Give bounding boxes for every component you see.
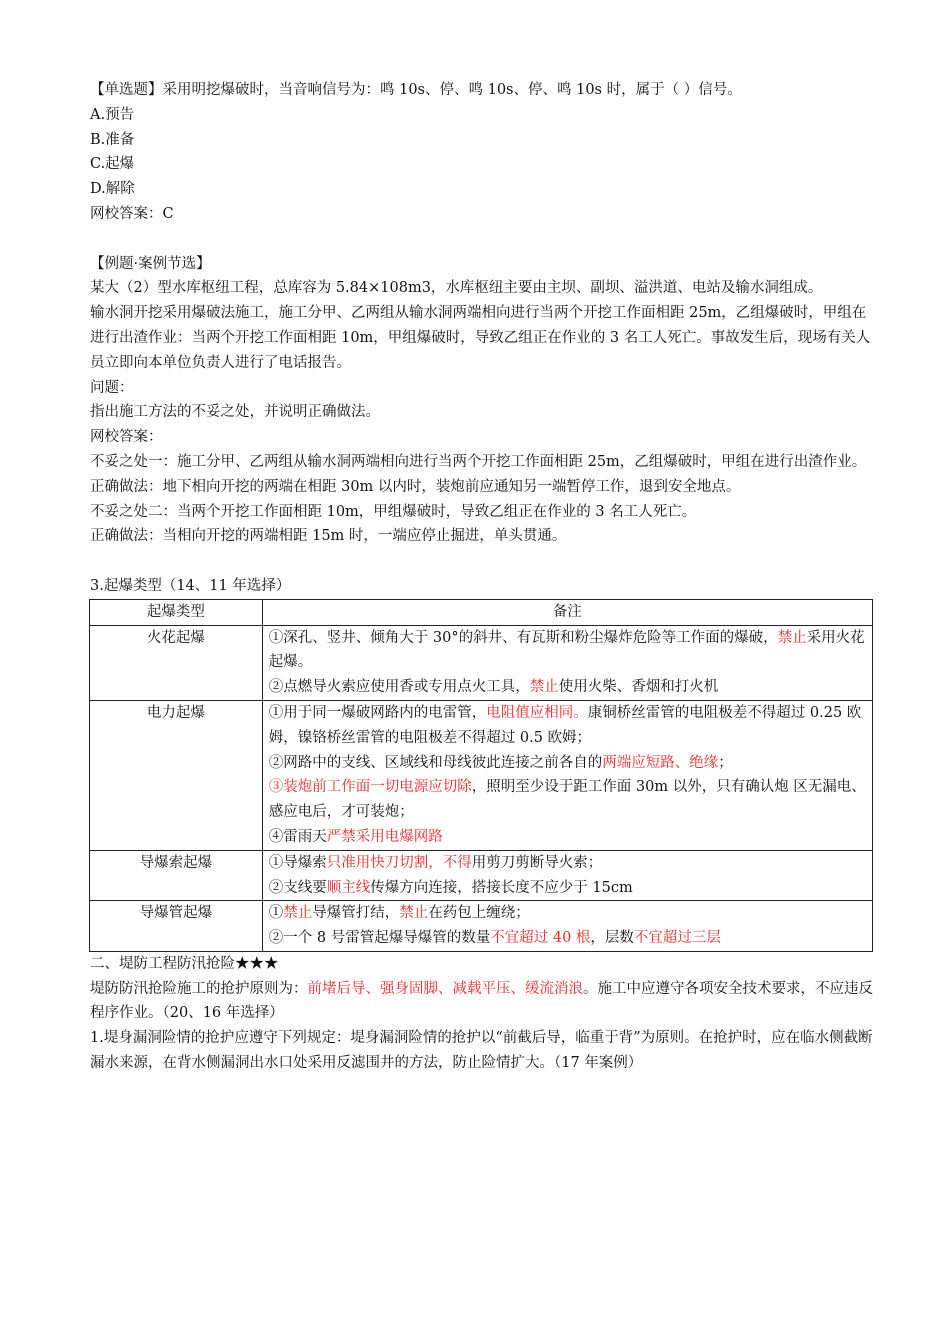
case-answer-label: 网校答案： xyxy=(90,429,163,446)
levee-paragraph-2: 1.堤身漏洞险情的抢护应遵守下列规定：堤身漏洞险情的抢护以“前截后导，临重于背”为原则。在抢护时，应在临水侧截断漏水来源，在背水侧漏洞出水口处采用反滤围井的方法，防止险情扩大。（17 年案例） xyxy=(90,1030,873,1072)
levee-paragraph-1: 堤防防汛抢险施工的抢护原则为：前堵后导、强身固脚、减载平压、缓流消浪。施工中应遵守各项安全技术要求，不应违反程序作业。（20、16 年选择） xyxy=(90,980,873,1022)
type-electric: 电力起爆 xyxy=(90,700,263,850)
type-cord: 导爆索起爆 xyxy=(90,850,263,901)
note-tube xyxy=(262,901,872,952)
note-tube-line-2: ②一个 8 号雷管起爆导爆管的数量不宜超过 40 根，层数不宜超过三层 xyxy=(268,930,721,947)
case-answer-1: 不妥之处一：施工分甲、乙两组从输水洞两端相向进行当两个开挖工作面相距 25m，乙组爆破时，甲组在进行出渣作业。 xyxy=(90,453,867,470)
case-paragraph-1: 某大（2）型水库枢纽工程，总库容为 5.84×108m3，水库枢纽主要由主坝、副坝、溢洪道、电站及输水洞组成。 xyxy=(90,280,823,297)
note-electric-line-4: ④雷雨天严禁采用电爆网路 xyxy=(268,828,443,845)
table-row-tube xyxy=(90,901,873,952)
table-header-row xyxy=(90,599,873,625)
note-fire-line-2: ②点燃导火索应使用香或专用点火工具，禁止使用火柴、香烟和打火机 xyxy=(268,679,719,696)
note-cord xyxy=(262,850,872,901)
case-paragraph-2: 输水洞开挖采用爆破法施工，施工分甲、乙两组从输水洞两端相向进行当两个开挖工作面相距 25m，乙组爆破时，甲组在进行出渣作业：当两个开挖工作面相距 10m，甲组爆破时，导致乙组正在作业的 3 名工人死亡。事故发生后，现场有关人员立即向本单位负责人进行了电话报告。 xyxy=(90,305,871,371)
table-row-fire xyxy=(90,625,873,700)
table-row-electric xyxy=(90,700,873,850)
case-question-label: 问题： xyxy=(90,379,134,396)
type-fire: 火花起爆 xyxy=(90,625,263,700)
option-a: A.预告 xyxy=(90,106,135,123)
table-title: 3.起爆类型（14、11 年选择） xyxy=(90,577,291,594)
note-electric-line-2: ②网路中的支线、区域线和母线彼此连接之前各自的两端应短路、绝缘； xyxy=(268,754,733,771)
case-heading: 【例题·案例节选】 xyxy=(90,255,211,272)
note-electric-line-3: ③装炮前工作面一切电源应切除，照明至少设于距工作面 30m 以外，只有确认炮 区无漏电、感应电后，才可装炮； xyxy=(268,779,866,821)
option-c: C.起爆 xyxy=(90,156,135,173)
document-page xyxy=(90,78,880,1076)
option-b: B.准备 xyxy=(90,131,135,148)
detonation-type-table xyxy=(89,599,873,952)
case-answer-4: 正确做法：当相向开挖的两端相距 15m 时，一端应停止掘进，单头贯通。 xyxy=(90,528,567,545)
note-cord-line-1: ①导爆索只准用快刀切割，不得用剪刀剪断导火索； xyxy=(268,854,603,871)
question-stem: 【单选题】采用明挖爆破时，当音响信号为：鸣 10s、停、鸣 10s、停、鸣 10s 时，属于（ ）信号。 xyxy=(90,82,742,98)
type-tube: 导爆管起爆 xyxy=(90,901,263,952)
case-answer-3: 不妥之处二：当两个开挖工作面相距 10m，甲组爆破时，导致乙组正在作业的 3 名工人死亡。 xyxy=(90,503,697,520)
note-electric xyxy=(262,700,872,850)
note-electric-line-1: ①用于同一爆破网路内的电雷管，电阻值应相同。康铜桥丝雷管的电阻极差不得超过 0.25 欧姆，镍铬桥丝雷管的电阻极差不得超过 0.5 欧姆； xyxy=(268,704,862,746)
table-row-cord xyxy=(90,850,873,901)
header-note: 备注 xyxy=(262,599,872,625)
case-answer-2: 正确做法：地下相向开挖的两端在相距 30m 以内时，装炮前应通知另一端暂停工作，退到安全地点。 xyxy=(90,478,741,495)
note-tube-line-1: ①禁止导爆管打结，禁止在药包上缠绕； xyxy=(268,905,530,922)
case-question: 指出施工方法的不妥之处，并说明正确做法。 xyxy=(90,404,380,421)
note-fire xyxy=(262,625,872,700)
note-cord-line-2: ②支线要顺主线传爆方向连接，搭接长度不应少于 15cm xyxy=(268,879,633,896)
option-d: D.解除 xyxy=(90,181,135,198)
question-answer: 网校答案：C xyxy=(90,205,174,222)
levee-heading: 二、堤防工程防汛抢险★★★ xyxy=(90,955,279,972)
header-type: 起爆类型 xyxy=(90,599,263,625)
note-fire-line-1: ①深孔、竖井、倾角大于 30°的斜井、有瓦斯和粉尘爆炸危险等工作面的爆破，禁止采用火花起爆。 xyxy=(268,629,865,671)
